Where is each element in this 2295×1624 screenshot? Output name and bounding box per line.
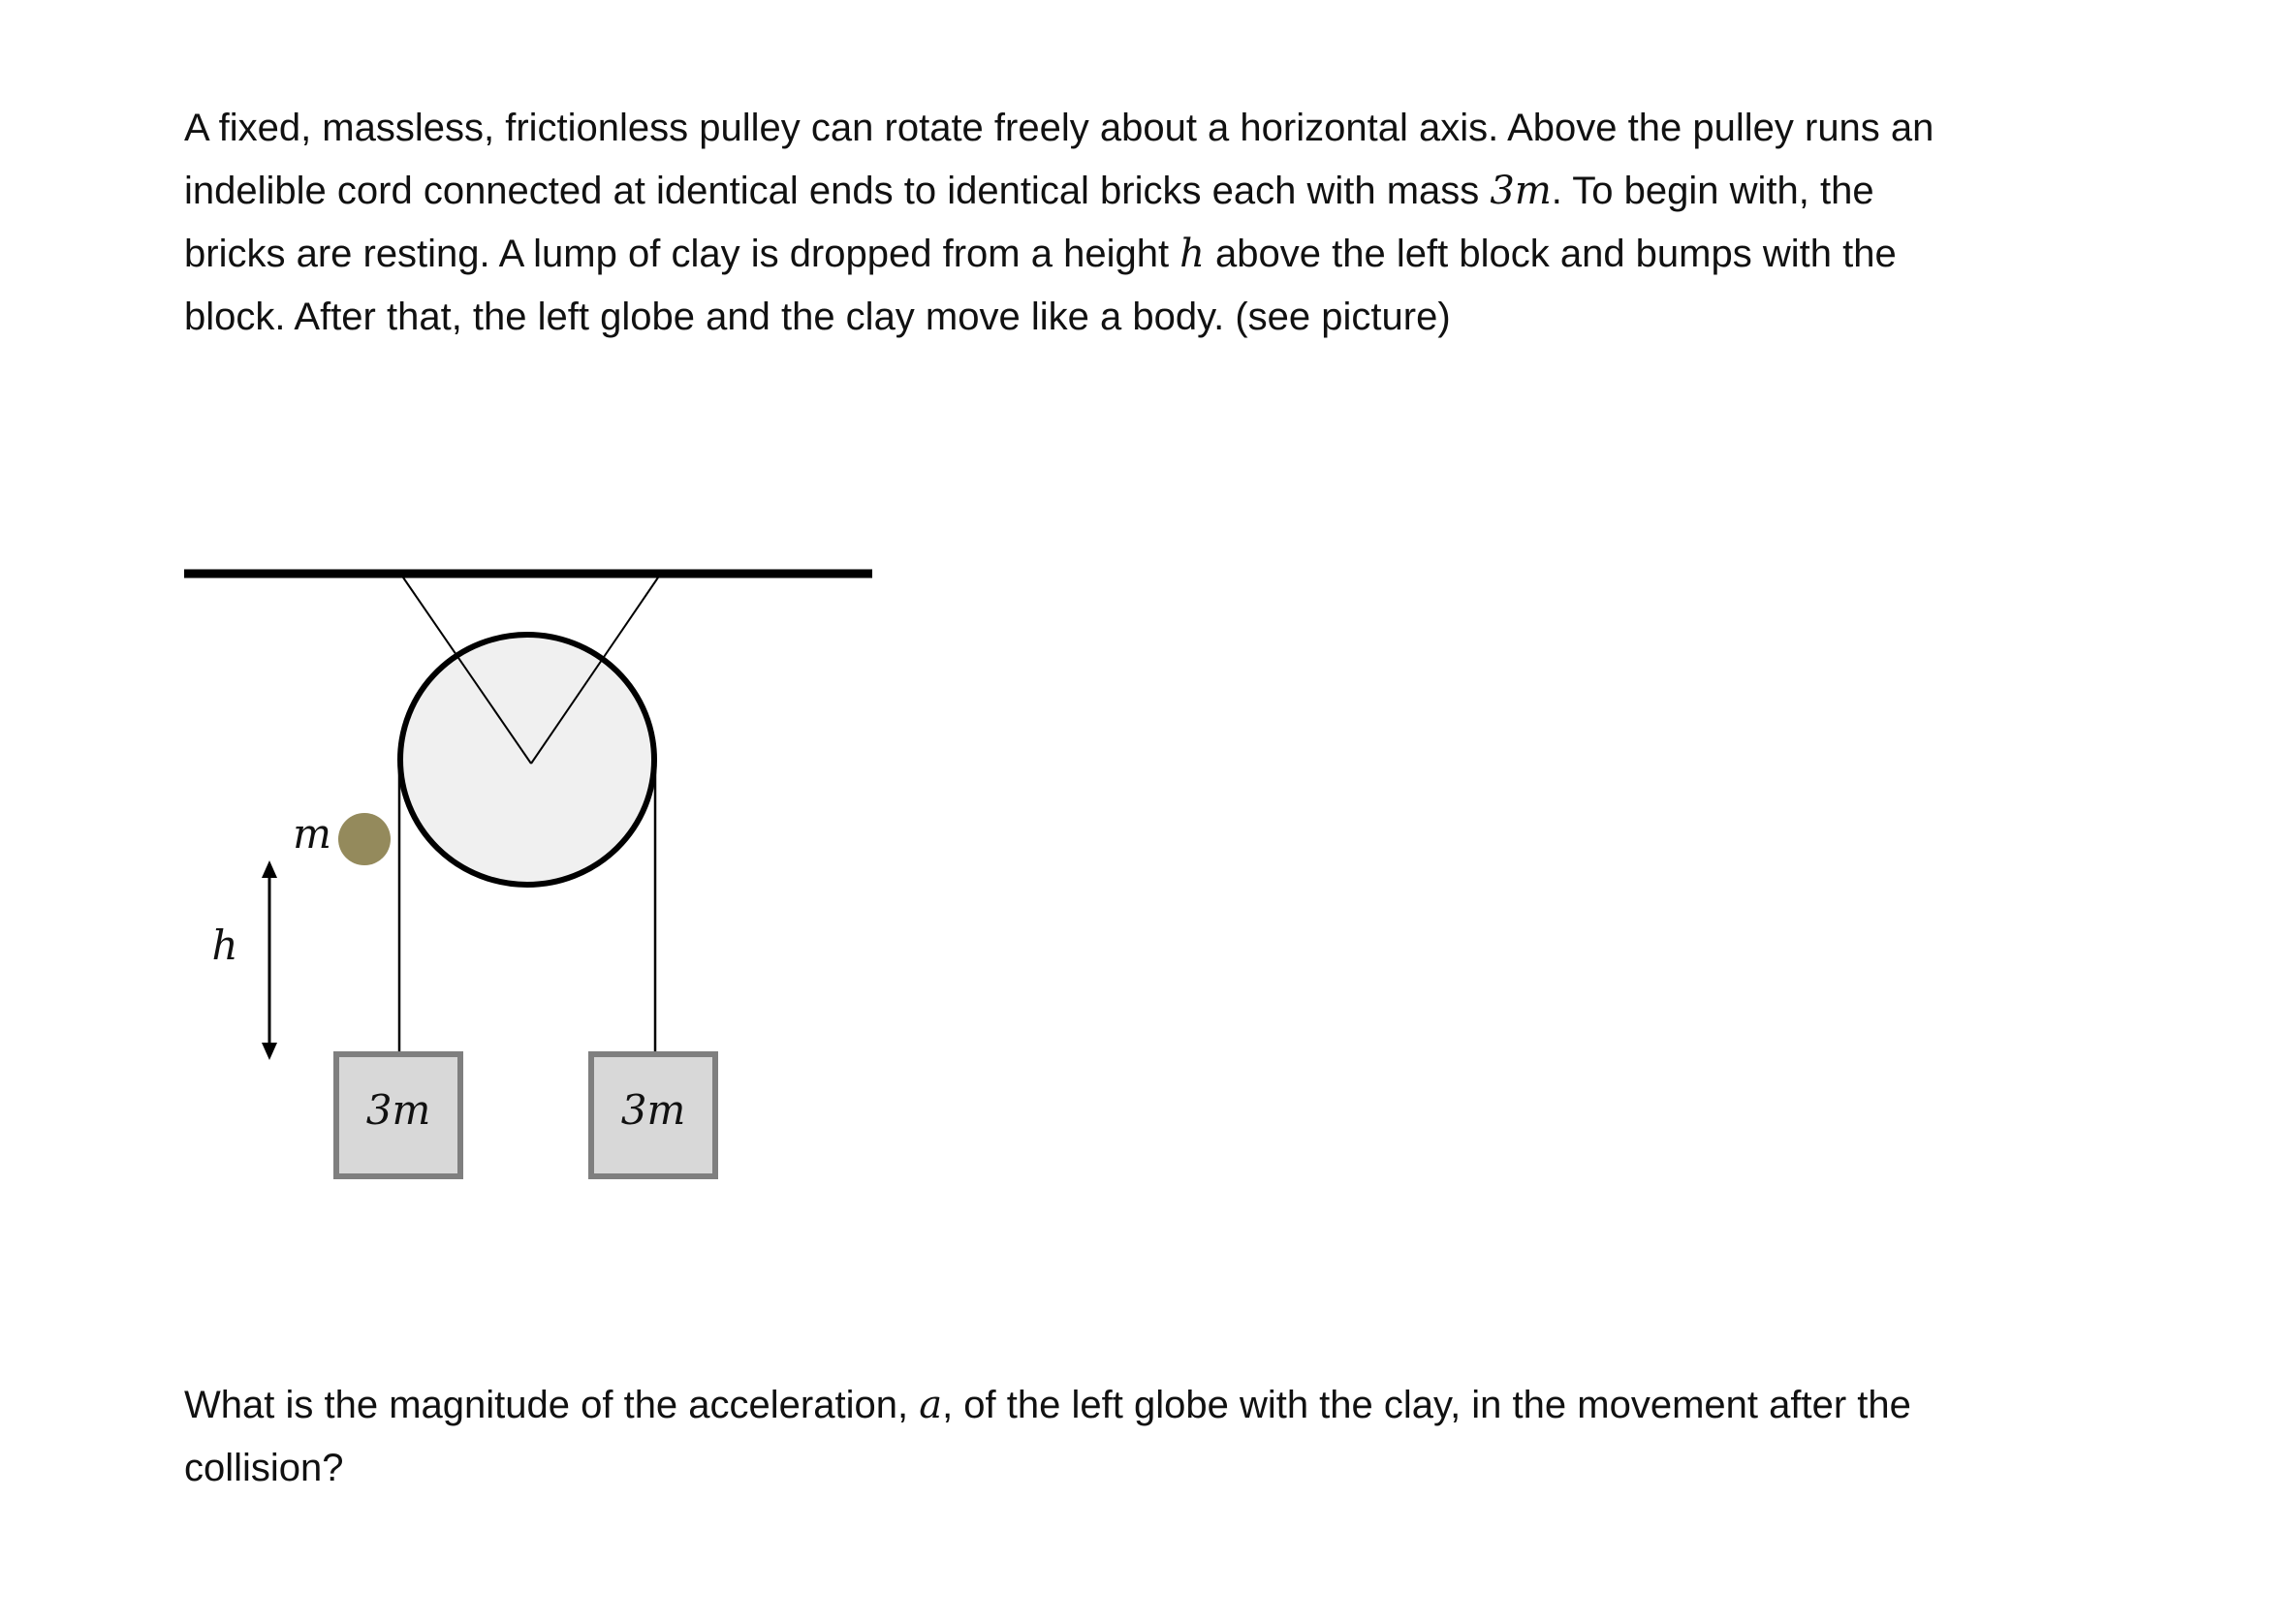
clay-lump (338, 813, 391, 865)
height-arrow-up-head (262, 860, 277, 878)
pulley-wheel (400, 635, 654, 885)
height-label: h (211, 921, 238, 969)
statement-line-2: indelible cord connected at identical ends to identical bricks each with mass 3m. To begin with, the (184, 169, 1874, 213)
clay-mass-label: m (293, 810, 331, 858)
right-block-label: 3m (620, 1086, 686, 1134)
question-line-1: What is the magnitude of the acceleration, a, of the left globe with the clay, in the movement after the (184, 1383, 1911, 1427)
question-line-2: collision? (184, 1447, 344, 1489)
question-text (184, 1374, 2122, 1500)
height-arrow-down-head (262, 1043, 277, 1060)
brick-mass-symbol: 3m (1490, 169, 1552, 213)
left-block-label: 3m (365, 1086, 431, 1134)
statement-line-1: A fixed, massless, frictionless pulley can rotate freely about a horizontal axis. Above the pulley runs an (184, 107, 1934, 149)
statement-line-4: block. After that, the left globe and the clay move like a body. (see picture) (184, 296, 1451, 338)
acceleration-symbol: a (919, 1383, 943, 1427)
height-symbol: h (1179, 232, 1205, 276)
statement-line-3: bricks are resting. A lump of clay is dropped from a height h above the left block and bumps with the (184, 232, 1897, 276)
